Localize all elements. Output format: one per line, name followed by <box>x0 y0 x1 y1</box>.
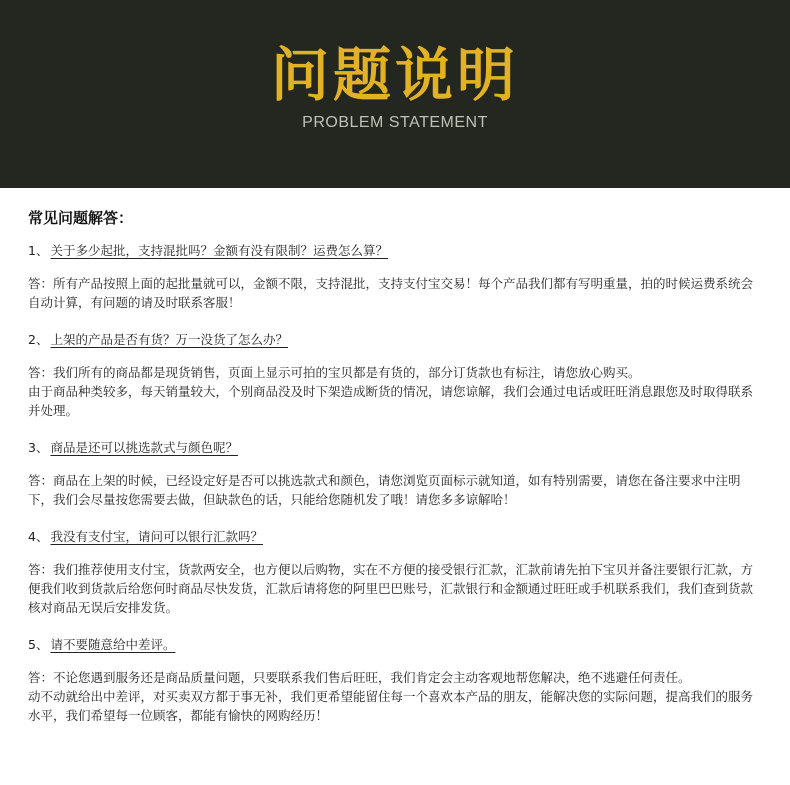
faq-question-3 <box>28 439 764 457</box>
faq-question-2 <box>28 331 764 349</box>
faq-question-text: 关于多少起批，支持混批吗？金额有没有限制？运费怎么算？ <box>50 243 388 258</box>
faq-heading: 常见问题解答： <box>28 209 134 227</box>
banner-title: 问题说明 <box>270 41 519 109</box>
faq-item-1 <box>28 242 764 312</box>
faq-question-text: 商品是还可以挑选款式与颜色呢？ <box>50 440 238 455</box>
faq-item-2 <box>28 331 764 420</box>
faq-question-number: 5、 <box>28 637 49 652</box>
faq-answer-5a: 答：不论您遇到服务还是商品质量问题，只要联系我们售后旺旺，我们肯定会主动客观地帮您解决，绝不逃避任何责任。 <box>28 670 691 685</box>
faq-question-text: 请不要随意给中差评。 <box>50 637 176 652</box>
faq-answer-2b: 由于商品种类较多，每天销量较大，个别商品没及时下架造成断货的情况，请您谅解，我们会通过电话或旺旺消息跟您及时取得联系并处理。 <box>28 384 754 418</box>
faq-section <box>28 208 764 744</box>
faq-answer-5b: 动不动就给出中差评，对买卖双方都于事无补，我们更希望能留住每一个喜欢本产品的朋友，能解决您的实际问题，提高我们的服务水平，我们希望每一位顾客，都能有愉快的网购经历！ <box>28 689 754 723</box>
faq-answer-3: 答：商品在上架的时候，已经设定好是否可以挑选款式和颜色，请您浏览页面标示就知道，如有特别需要，请您在备注要求中注明下，我们会尽量按您需要去做，但缺款色的话，只能给您随机发了哦！请您多多谅解哈！ <box>28 473 741 507</box>
faq-item-4 <box>28 528 764 617</box>
faq-answer-2a: 答：我们所有的商品都是现货销售，页面上显示可拍的宝贝都是有货的，部分订货款也有标注，请您放心购买。 <box>28 365 641 380</box>
faq-question-number: 2、 <box>28 332 49 347</box>
faq-question-1 <box>28 242 764 260</box>
faq-answer-1: 答：所有产品按照上面的起批量就可以，金额不限，支持混批，支持支付宝交易！每个产品我们都有写明重量，拍的时候运费系统会自动计算，有问题的请及时联系客服！ <box>28 276 754 310</box>
faq-question-number: 3、 <box>28 440 49 455</box>
faq-question-5 <box>28 636 764 654</box>
banner-subtitle: PROBLEM STATEMENT <box>302 114 488 131</box>
header-banner <box>0 0 790 188</box>
faq-question-4 <box>28 528 764 546</box>
faq-item-3 <box>28 439 764 509</box>
faq-question-number: 4、 <box>28 529 49 544</box>
faq-question-text: 上架的产品是否有货？万一没货了怎么办？ <box>50 332 288 347</box>
faq-item-5 <box>28 636 764 725</box>
faq-question-number: 1、 <box>28 243 49 258</box>
faq-answer-4: 答：我们推荐使用支付宝，货款两安全，也方便以后购物，实在不方便的接受银行汇款，汇款前请先拍下宝贝并备注要银行汇款，方便我们收到货款后给您何时商品尽快发货，汇款后请将您的阿里巴巴账号，汇款银行和金额通过旺旺或手机联系我们，我们查到货款核对商品无误后安排发货。 <box>28 562 754 615</box>
faq-question-text: 我没有支付宝，请问可以银行汇款吗？ <box>50 529 263 544</box>
